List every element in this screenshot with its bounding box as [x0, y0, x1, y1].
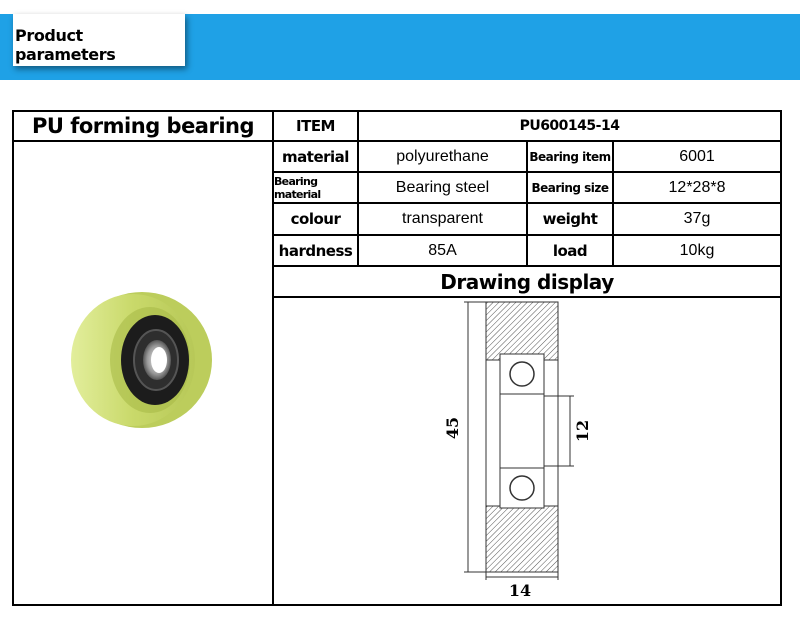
spec-value: Bearing steel [395, 178, 490, 196]
spec-value: 37g [683, 210, 711, 227]
spec-label: Bearing item [529, 149, 611, 164]
spec-label: material [282, 147, 349, 166]
bearing-photo [60, 285, 220, 435]
spec-value: 10kg [679, 241, 715, 259]
tire-section-top [486, 302, 558, 360]
product-name: PU forming bearing [31, 114, 255, 138]
item-value: PU600145-14 [519, 118, 620, 134]
spec-label: Bearing material [274, 174, 321, 201]
spec-label: colour [290, 210, 341, 228]
tire-section-bottom [486, 506, 558, 572]
bore-hole [151, 347, 167, 373]
drawing-title: Drawing display [440, 269, 614, 294]
item-label: ITEM [296, 117, 335, 135]
spec-value: polyurethane [396, 147, 489, 165]
spec-label: load [552, 241, 588, 260]
spec-value: 85A [428, 241, 457, 259]
dim-width-label: 14 [508, 581, 532, 600]
spec-value: 12*28*8 [668, 178, 726, 196]
spec-label: hardness [278, 241, 353, 260]
dim-height-label: 45 [443, 416, 462, 440]
ball-top [510, 362, 534, 386]
spec-value: 6001 [679, 147, 715, 165]
ball-bottom [510, 476, 534, 500]
spec-label: weight [542, 210, 598, 228]
spec-label: Bearing size [531, 180, 609, 195]
spec-value: transparent [402, 210, 483, 227]
dim-bore-label: 12 [573, 419, 592, 443]
technical-drawing [420, 296, 610, 606]
section-tab [13, 14, 185, 66]
section-tab-label: Product parameters [15, 26, 116, 64]
